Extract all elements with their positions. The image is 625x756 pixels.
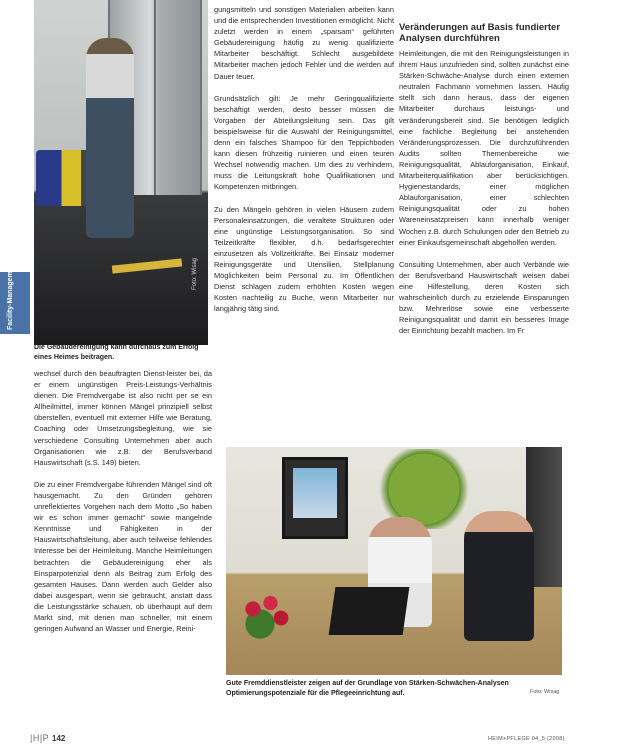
meeting-photo	[226, 447, 562, 675]
photo-credit-bottom: Foto: Wisag	[530, 689, 560, 695]
cleaning-worker	[86, 38, 134, 238]
photo-caption-bottom: Gute Fremddienstleister zeigen auf der Grundlage von Stärken-Schwächen-Analysen Optimierungspotenziale für die Pflegeeinrichtung auf.	[226, 680, 509, 697]
laptop	[329, 587, 410, 635]
page-number: 142	[52, 734, 66, 743]
paragraph: wechsel durch den beauftragten Dienst-leister bei, da er einem ungünstigen Preis-Leistungs-Verhältnis dienen. Die Fremdvergabe ist also nicht per se ein Allheilmittel, immer können Mängel prinzipiell selbst überstellen, eventuell mit externer Hilfe wie Beratung, Coaching oder Umsetzungsbegleitung, wie sie verschiedene Consulting Unternehmen aber auch Organisationen wie z.B. der Berufsverband Hauswirtschaft (s.S. 149) bieten.	[34, 369, 212, 467]
paragraph: Die zu einer Fremdvergabe führenden Mängel sind oft hausgemacht. Zu den Gründen gehören unreflektiertes Vorgehen nach dem Motto „So haben wir es schon immer gemacht“ sowie mangelnde Kenntnisse und Fähigkeiten in der Hauswirtschaftsleitung, aber auch teilweise fehlendes Interesse bei der Heimleitung. Manche Heimleitungen betrachten die Gebäudereinigung eher als Einsparpotenzial denn als Beitrag zum Erfolg des gesamten Hauses. Dann werden auch Gelder also dabei ausgespart, wenn sie gebraucht, anstatt dass die Leistungsstärke schauen, ob überhaupt auf dem Markt sind, mit denen man schneller, mit einem geringen Aufwand an Wasser und Energie, Reini-	[34, 479, 212, 634]
section-heading: Veränderungen auf Basis fundierter Analysen durchführen	[399, 22, 561, 44]
text-column-3	[399, 48, 569, 347]
paragraph: Zu den Mängeln gehören in vielen Häusern zudem Personaleinsatzungen, die veraltete Strukturen oder eine ungünstige Leistungsorganisation. So sind Teilzeitkräfte flexibler, d.h. bedarfsgerechter einzusetzen als Vollzeitkräfte. Bei Einsatz moderner Reinigungsgeräte und Utensilien, Stellplanung Möglichkeiten beim Personal zu. Im Öffentlichen Dienst schlagen zudem erhöhten Kosten wegen Kosten nachteilig zu Buche, wenn Mitarbeiter nur langjährig tätig sind.	[214, 204, 394, 314]
photo-caption-top: Die Gebäudereinigung kann durchaus zum Erfolg eines Heimes beitragen.	[34, 344, 199, 361]
paragraph: Consulting Unternehmen, aber auch Verbände wie der Berufsverband Hauswirtschaft weisen dabei eine Hilfestellung, deren Kosten sich wahrscheinlich durch zu erzielende Einsparungen bzw. Mehrerlöse sowie eine verbesserte Reinigungsqualität und damit ein besseres Image der Einrichtung bezahlt machen. Im Fr	[399, 259, 569, 336]
flower-bouquet	[232, 585, 302, 645]
cleaning-worker-photo	[34, 0, 208, 345]
paragraph: Grundsätzlich gilt: Je mehr Geringqualifizierte beschäftigt werden, desto besser müssen die Vorgaben der Abteilungsleitung sein. Das gilt beispielsweise für die Auswahl der Reinigungsmittel, denn ein falsches Shampoo für den Teppichboden kann diesen frühzeitig ruinieren und einen teuren Wechsel notwendig machen. Um dies zu verhindern, muss die Leitungskraft hohe Qualifikationen und Kompetenzen mitbringen.	[214, 93, 394, 192]
issue-info: HEIM+PFLEGE 04_5 (2008)	[488, 736, 565, 742]
section-tab	[0, 260, 30, 334]
section-tab-label: Facility-Management	[7, 260, 14, 330]
photo-credit-top: Foto: Wisag	[192, 257, 198, 290]
mop	[112, 258, 182, 273]
paragraph: Heimleitungen, die mit den Reinigungsleistungen in ihrem Haus unzufrieden sind, sollten zunächst eine Stärken-Schwäche-Analyse durch einen externen neutralen Fachmann vornehmen lassen. Häufig stellt sich dann heraus, dass der eigenen Mitarbeiter durchaus leistungs- und veränderungsbereit sind. Sie benötigen lediglich eine fachliche Begleitung bei anstehenden Veränderungsprozessen. Die durchzuführenden Audits sollten Themenbereiche wie Reinigungsqualität, Ablauforganisation, Einkauf, Mitarbeiterqualifikation aber berücksichtigen. Hygienestandards, einer möglichen Ablauforganisation, einer schlechten Reinigungsqualität oder zu hohen Wareneinsatzpreisen kann innerhalb weniger Wochen z.B. durch Schulungen oder den Betrieb zu einer Einkaufsgemeinschaft abgeholfen werden.	[399, 49, 569, 247]
text-column-1	[34, 368, 212, 645]
paragraph: gungsmitteln und sonstigen Materialien arbeiten kann und die entsprechenden Investitionen ermöglicht. Nicht zuletzt werden in einem „sparsam“ geführten Gebäudereinigung häufig zu wenig qualifizierte Mitarbeiter beschäftigt. Schlecht ausgebildete Mitarbeiter machen jedoch Fehler und die werden auf Dauer teuer.	[214, 5, 394, 81]
magazine-logo: |H|P	[30, 733, 50, 743]
text-column-2	[214, 4, 394, 325]
man-right	[464, 511, 534, 641]
wall-picture	[282, 457, 348, 539]
